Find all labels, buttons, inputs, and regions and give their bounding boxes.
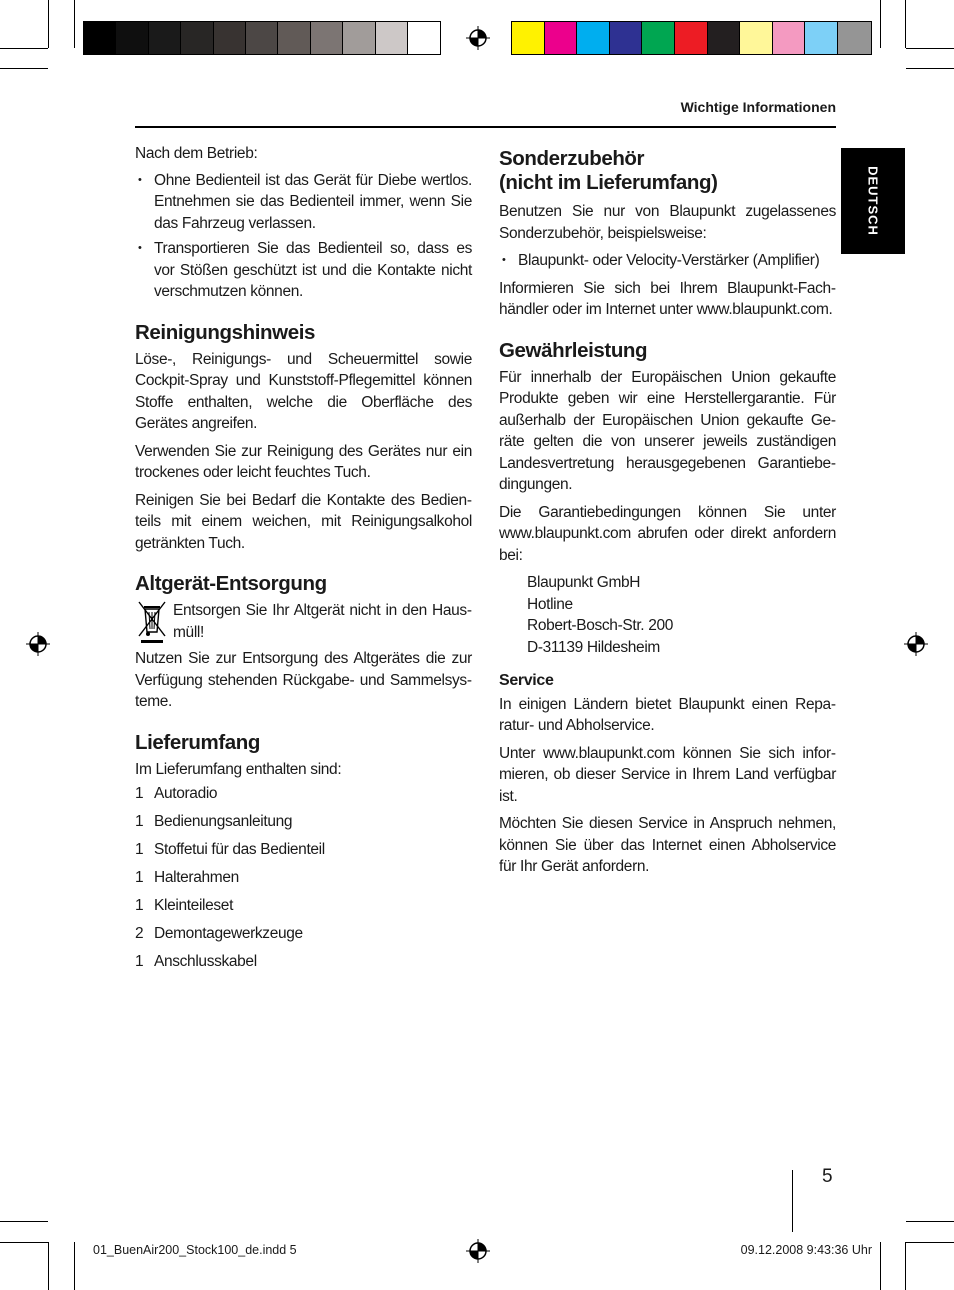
list-item (135, 839, 472, 867)
crossed-out-wheelie-bin-icon (135, 600, 169, 644)
footer-filename: 01_BuenAir200_Stock100_de.indd 5 (93, 1243, 297, 1257)
crop-mark (48, 1242, 49, 1290)
color-swatch (545, 22, 578, 54)
footer-timestamp: 09.12.2008 9:43:36 Uhr (740, 1243, 872, 1257)
address-line: D-31139 Hildesheim (527, 638, 660, 656)
list-item: • Blaupunkt- oder Velocity-Verstärker (Amplifier) (499, 250, 836, 272)
left-column (135, 143, 472, 979)
crop-mark (74, 0, 75, 48)
item-quantity: 1 (135, 785, 144, 802)
page-number-rule (792, 1170, 793, 1232)
color-swatch (278, 22, 310, 54)
color-swatch (214, 22, 246, 54)
list-item (135, 895, 472, 923)
disposal-notice (135, 600, 472, 644)
item-quantity: 1 (135, 841, 144, 858)
accessories-heading-line1: Sonderzubehör (499, 147, 645, 170)
crop-mark (906, 1221, 954, 1222)
crop-mark (0, 68, 48, 69)
list-item: • Ohne Bedienteil ist das Gerät für Diebe wertlos. Entnehmen sie das Bedienteil immer, wenn Sie das Fahrzeug verlassen. (135, 170, 472, 235)
item-quantity: 1 (135, 897, 144, 914)
color-swatch (675, 22, 708, 54)
item-quantity: 1 (135, 813, 144, 830)
crop-mark (905, 0, 906, 48)
item-name: Bedienungsanleitung (154, 813, 293, 830)
registration-mark-icon (466, 26, 490, 50)
color-swatch (740, 22, 773, 54)
color-swatch (577, 22, 610, 54)
color-swatch (116, 22, 148, 54)
accessories-heading-line2: (nicht im Lieferumfang) (499, 171, 718, 194)
item-name: Anschlusskabel (154, 953, 257, 970)
disposal-heading: Altgerät-Entsorgung (135, 572, 327, 595)
color-swatch (708, 22, 741, 54)
after-use-list (135, 170, 472, 303)
warranty-heading: Gewährleistung (499, 338, 648, 362)
cleaning-paragraph: Reinigen Sie bei Bedarf die Kontakte des Bedienteils mit einem weichen, mit Reinigungsalkohol getränkten Tuch. (135, 491, 472, 552)
registration-mark-icon (466, 1239, 490, 1263)
after-use-intro: Nach dem Betrieb: (135, 145, 258, 162)
item-quantity: 2 (135, 925, 144, 942)
address-line: Blaupunkt GmbH (527, 574, 641, 591)
crop-mark (906, 68, 954, 69)
crop-mark (0, 1221, 48, 1222)
accessories-paragraph: Benutzen Sie nur von Blaupunkt zugelassenes Sonderzubehör, beispielsweise: (499, 203, 836, 242)
color-swatch (610, 22, 643, 54)
color-swatch (805, 22, 838, 54)
item-name: Stoffetui für das Bedienteil (154, 841, 325, 858)
crop-mark (74, 1242, 75, 1290)
warranty-address (499, 572, 836, 658)
cleaning-paragraph: Verwenden Sie zur Reinigung des Gerätes nur ein trockenes oder leicht feuchtes Tuch. (135, 442, 472, 481)
running-header: Wichtige Informationen (680, 99, 836, 115)
cleaning-heading: Reinigungshinweis (135, 320, 315, 344)
list-item (135, 867, 472, 895)
crop-mark (906, 48, 954, 49)
scope-intro: Im Lieferumfang enthalten sind: (135, 760, 342, 778)
crop-mark (905, 1242, 906, 1290)
color-swatch (84, 22, 116, 54)
color-swatch (642, 22, 675, 54)
color-swatch (311, 22, 343, 54)
page-number: 5 (822, 1166, 833, 1187)
color-swatch (246, 22, 278, 54)
list-item (135, 951, 472, 979)
service-paragraph: In einigen Ländern bietet Blaupunkt einen Reparatur- und Abholservice. (499, 695, 836, 734)
item-name: Demontagewerkzeuge (154, 925, 303, 942)
scope-heading: Lieferumfang (135, 730, 261, 754)
disposal-paragraph: Nutzen Sie zur Entsorgung des Altgerätes die zur Verfügung stehenden Rückgabe- und Sammelsysteme. (135, 650, 472, 710)
crop-mark (880, 0, 881, 48)
item-quantity: 1 (135, 953, 144, 970)
item-name: Autoradio (154, 785, 218, 802)
crop-mark (880, 1242, 881, 1290)
registration-mark-icon (904, 632, 928, 656)
color-swatch (408, 22, 440, 54)
color-swatch (181, 22, 213, 54)
list-item (135, 811, 472, 839)
accessories-paragraph: Informieren Sie sich bei Ihrem Blaupunkt-Fachhändler oder im Internet unter www.blaupunkt.com. (499, 279, 836, 318)
registration-mark-icon (26, 632, 50, 656)
cleaning-paragraph: Löse-, Reinigungs- und Scheuermittel sowie Cockpit-Spray und Kunststoff-Pflegemittel können Stoffe enthalten, welche die Oberfläche des Gerätes angreifen. (135, 350, 472, 432)
crop-mark (48, 0, 49, 48)
disposal-icon-text: Entsorgen Sie Ihr Altgerät nicht in den Hausmüll! (173, 602, 472, 641)
header-rule (135, 126, 836, 128)
color-swatch (773, 22, 806, 54)
crop-mark (906, 1242, 954, 1243)
address-line: Hotline (527, 595, 573, 613)
address-line: Robert-Bosch-Str. 200 (527, 617, 674, 634)
color-swatch (343, 22, 375, 54)
color-swatch (376, 22, 408, 54)
language-tab (841, 148, 905, 254)
item-quantity: 1 (135, 869, 144, 886)
warranty-paragraph: Für innerhalb der Europäischen Union gekaufte Produkte geben wir eine Herstellergarantie. Für außerhalb der Europäischen Union gekaufte Geräte gelten die von unserer jeweils zuständigen Landesvertretung herausgegebenen Garantiebedingungen. (499, 368, 836, 493)
warranty-paragraph: Die Garantiebedingungen können Sie unter www.blaupunkt.com abrufen oder direkt anfordern bei: (499, 503, 836, 564)
gray-calibration-bar (83, 21, 441, 55)
scope-list (135, 783, 472, 979)
language-tab-label: DEUTSCH (865, 166, 881, 236)
accessories-heading (499, 147, 836, 195)
accessories-list (499, 250, 836, 272)
service-heading: Service (499, 672, 554, 689)
list-item: • Transportieren Sie das Bedienteil so, dass es vor Stößen geschützt ist und die Kontakte nicht verschmutzen können. (135, 238, 472, 303)
item-name: Halterahmen (154, 869, 239, 886)
service-paragraph: Möchten Sie diesen Service in Anspruch nehmen, können Sie über das Internet einen Abholservice für Ihr Gerät anfordern. (499, 815, 836, 875)
color-calibration-bar (511, 21, 872, 55)
list-item (135, 783, 472, 811)
list-item (135, 923, 472, 951)
color-swatch (838, 22, 871, 54)
crop-mark (0, 1242, 48, 1243)
color-swatch (149, 22, 181, 54)
service-paragraph: Unter www.blaupunkt.com können Sie sich informieren, ob dieser Service in Ihrem Land verfügbar ist. (499, 744, 836, 805)
right-column (499, 143, 836, 884)
color-swatch (512, 22, 545, 54)
item-name: Kleinteileset (154, 897, 234, 914)
crop-mark (0, 48, 48, 49)
